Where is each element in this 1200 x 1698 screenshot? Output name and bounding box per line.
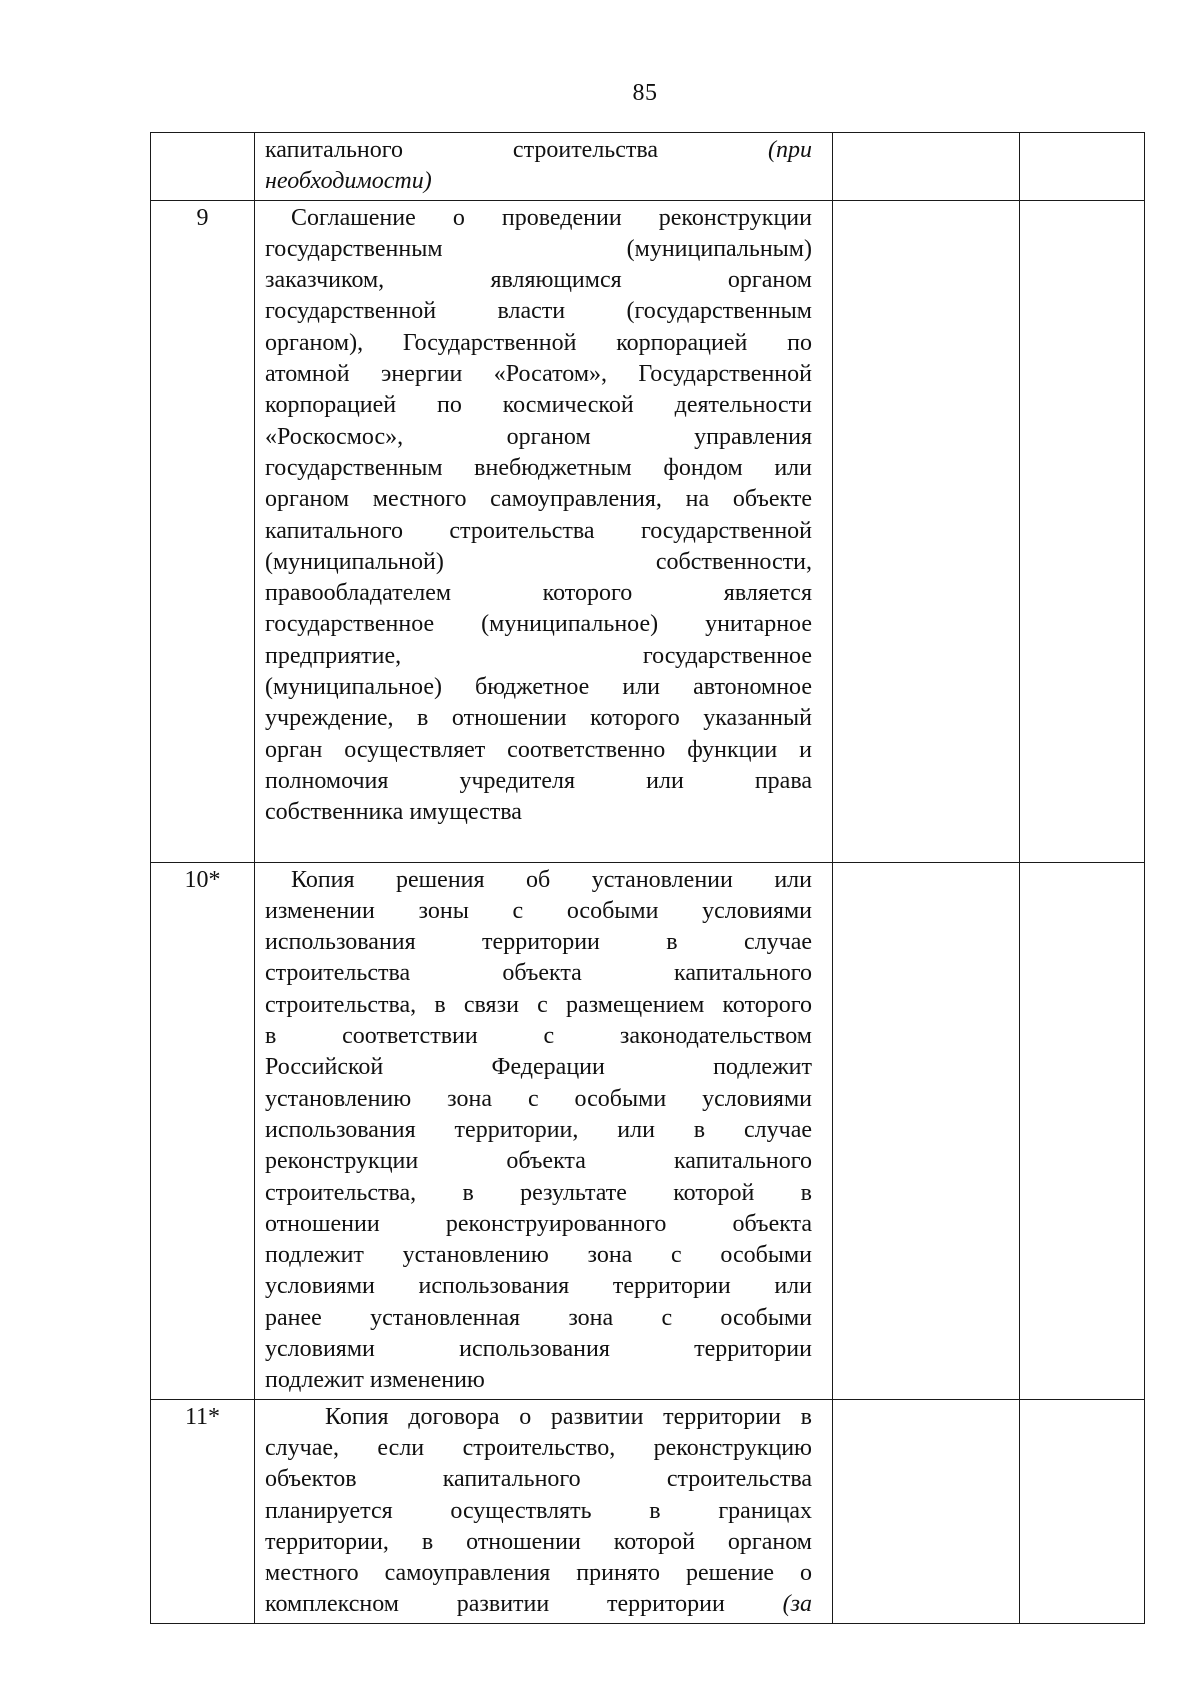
text-line: орган осуществляет соответственно функции и (265, 736, 812, 763)
text-line: необходимости) (265, 168, 432, 195)
page-number: 85 (632, 80, 658, 106)
text-line: (муниципальной) собственности, (265, 548, 812, 575)
row-number: 10* (184, 866, 221, 893)
text-line: местного самоуправления принято решение о (265, 1560, 812, 1587)
text-line: строительства, в результате которой в (265, 1179, 812, 1206)
document-table (150, 132, 1145, 1624)
row-number-cell (151, 1399, 255, 1623)
text-line: Соглашение о проведении реконструкции (291, 204, 812, 231)
text-line: органом), Государственной корпорацией по (265, 329, 812, 356)
row-text-cell (255, 1399, 833, 1623)
text-line: атомной энергии «Росатом», Государственной (265, 361, 812, 388)
text-line: условиями использования территории (265, 1336, 812, 1363)
text-line: подлежит изменению (265, 1367, 485, 1394)
text-line: строительства, в связи с размещением которого (265, 991, 812, 1018)
text-line: государственной власти (государственным (265, 298, 812, 325)
text-line: изменении зоны с особыми условиями (265, 897, 812, 924)
text-line: Российской Федерации подлежит (265, 1054, 812, 1081)
text-line: предприятие, государственное (265, 642, 812, 669)
table-row-11 (151, 1399, 1145, 1623)
empty-cell (833, 862, 1020, 1399)
text-line: территории, в отношении которой органом (265, 1528, 812, 1555)
text-line: в соответствии с законодательством (265, 1023, 812, 1050)
empty-cell (833, 133, 1020, 201)
text-line: установлению зона с особыми условиями (265, 1085, 812, 1112)
row-text-cell (255, 862, 833, 1399)
text-line: капитального строительства государственной (265, 517, 812, 544)
empty-cell (1020, 862, 1145, 1399)
text-line: ранее установленная зона с особыми (265, 1304, 812, 1331)
text-line: планируется осуществлять в границах (265, 1497, 812, 1524)
text-line: объектов капитального строительства (265, 1466, 812, 1493)
text-line: правообладателем которого является (265, 580, 812, 607)
table-row-continuation (151, 133, 1145, 201)
row-number: 9 (196, 204, 209, 231)
text-line: (муниципальное) бюджетное или автономное (265, 674, 812, 701)
row-text-cell (255, 200, 833, 862)
text-line: Копия договора о развитии территории в (325, 1403, 812, 1430)
text-line: строительства объекта капитального (265, 960, 812, 987)
text-line: полномочия учредителя или права (265, 767, 812, 794)
text-line: государственное (муниципальное) унитарное (265, 611, 812, 638)
text-line: учреждение, в отношении которого указанный (265, 705, 812, 732)
text-line: заказчиком, являющимся органом (265, 267, 812, 294)
text-line: реконструкции объекта капитального (265, 1148, 812, 1175)
text-line-part: комплексном развитии территории (265, 1591, 783, 1618)
empty-cell (1020, 200, 1145, 862)
text-line-italic-part: (за (782, 1591, 812, 1618)
text-line: использования территории в случае (265, 929, 812, 956)
text-line: Копия решения об установлении или (291, 866, 812, 893)
text-line: «Роскосмос», органом управления (265, 423, 812, 450)
text-line: собственника имущества (265, 799, 522, 826)
text-line (265, 1589, 812, 1620)
empty-cell (1020, 1399, 1145, 1623)
empty-cell (833, 1399, 1020, 1623)
table-row-10 (151, 862, 1145, 1399)
text-line: корпорацией по космической деятельности (265, 392, 812, 419)
text-line: условиями использования территории или (265, 1273, 812, 1300)
table-row-9 (151, 200, 1145, 862)
text-line: органом местного самоуправления, на объекте (265, 486, 812, 513)
text-line: случае, если строительство, реконструкцию (265, 1434, 812, 1461)
text-line: использования территории, или в случае (265, 1116, 812, 1143)
text-line: государственным (муниципальным) (265, 235, 812, 262)
empty-cell (1020, 133, 1145, 201)
text-line (265, 135, 812, 166)
row-text-cell (255, 133, 833, 201)
text-line: отношении реконструированного объекта (265, 1210, 812, 1237)
row-number-cell (151, 133, 255, 201)
text-line: государственным внебюджетным фондом или (265, 454, 812, 481)
row-number: 11* (184, 1403, 221, 1430)
row-number-cell (151, 200, 255, 862)
text-line-part: капитального строительства (265, 137, 768, 163)
empty-cell (833, 200, 1020, 862)
text-line-italic-part: (при (768, 137, 812, 163)
row-number-cell (151, 862, 255, 1399)
text-line: подлежит установлению зона с особыми (265, 1242, 812, 1269)
